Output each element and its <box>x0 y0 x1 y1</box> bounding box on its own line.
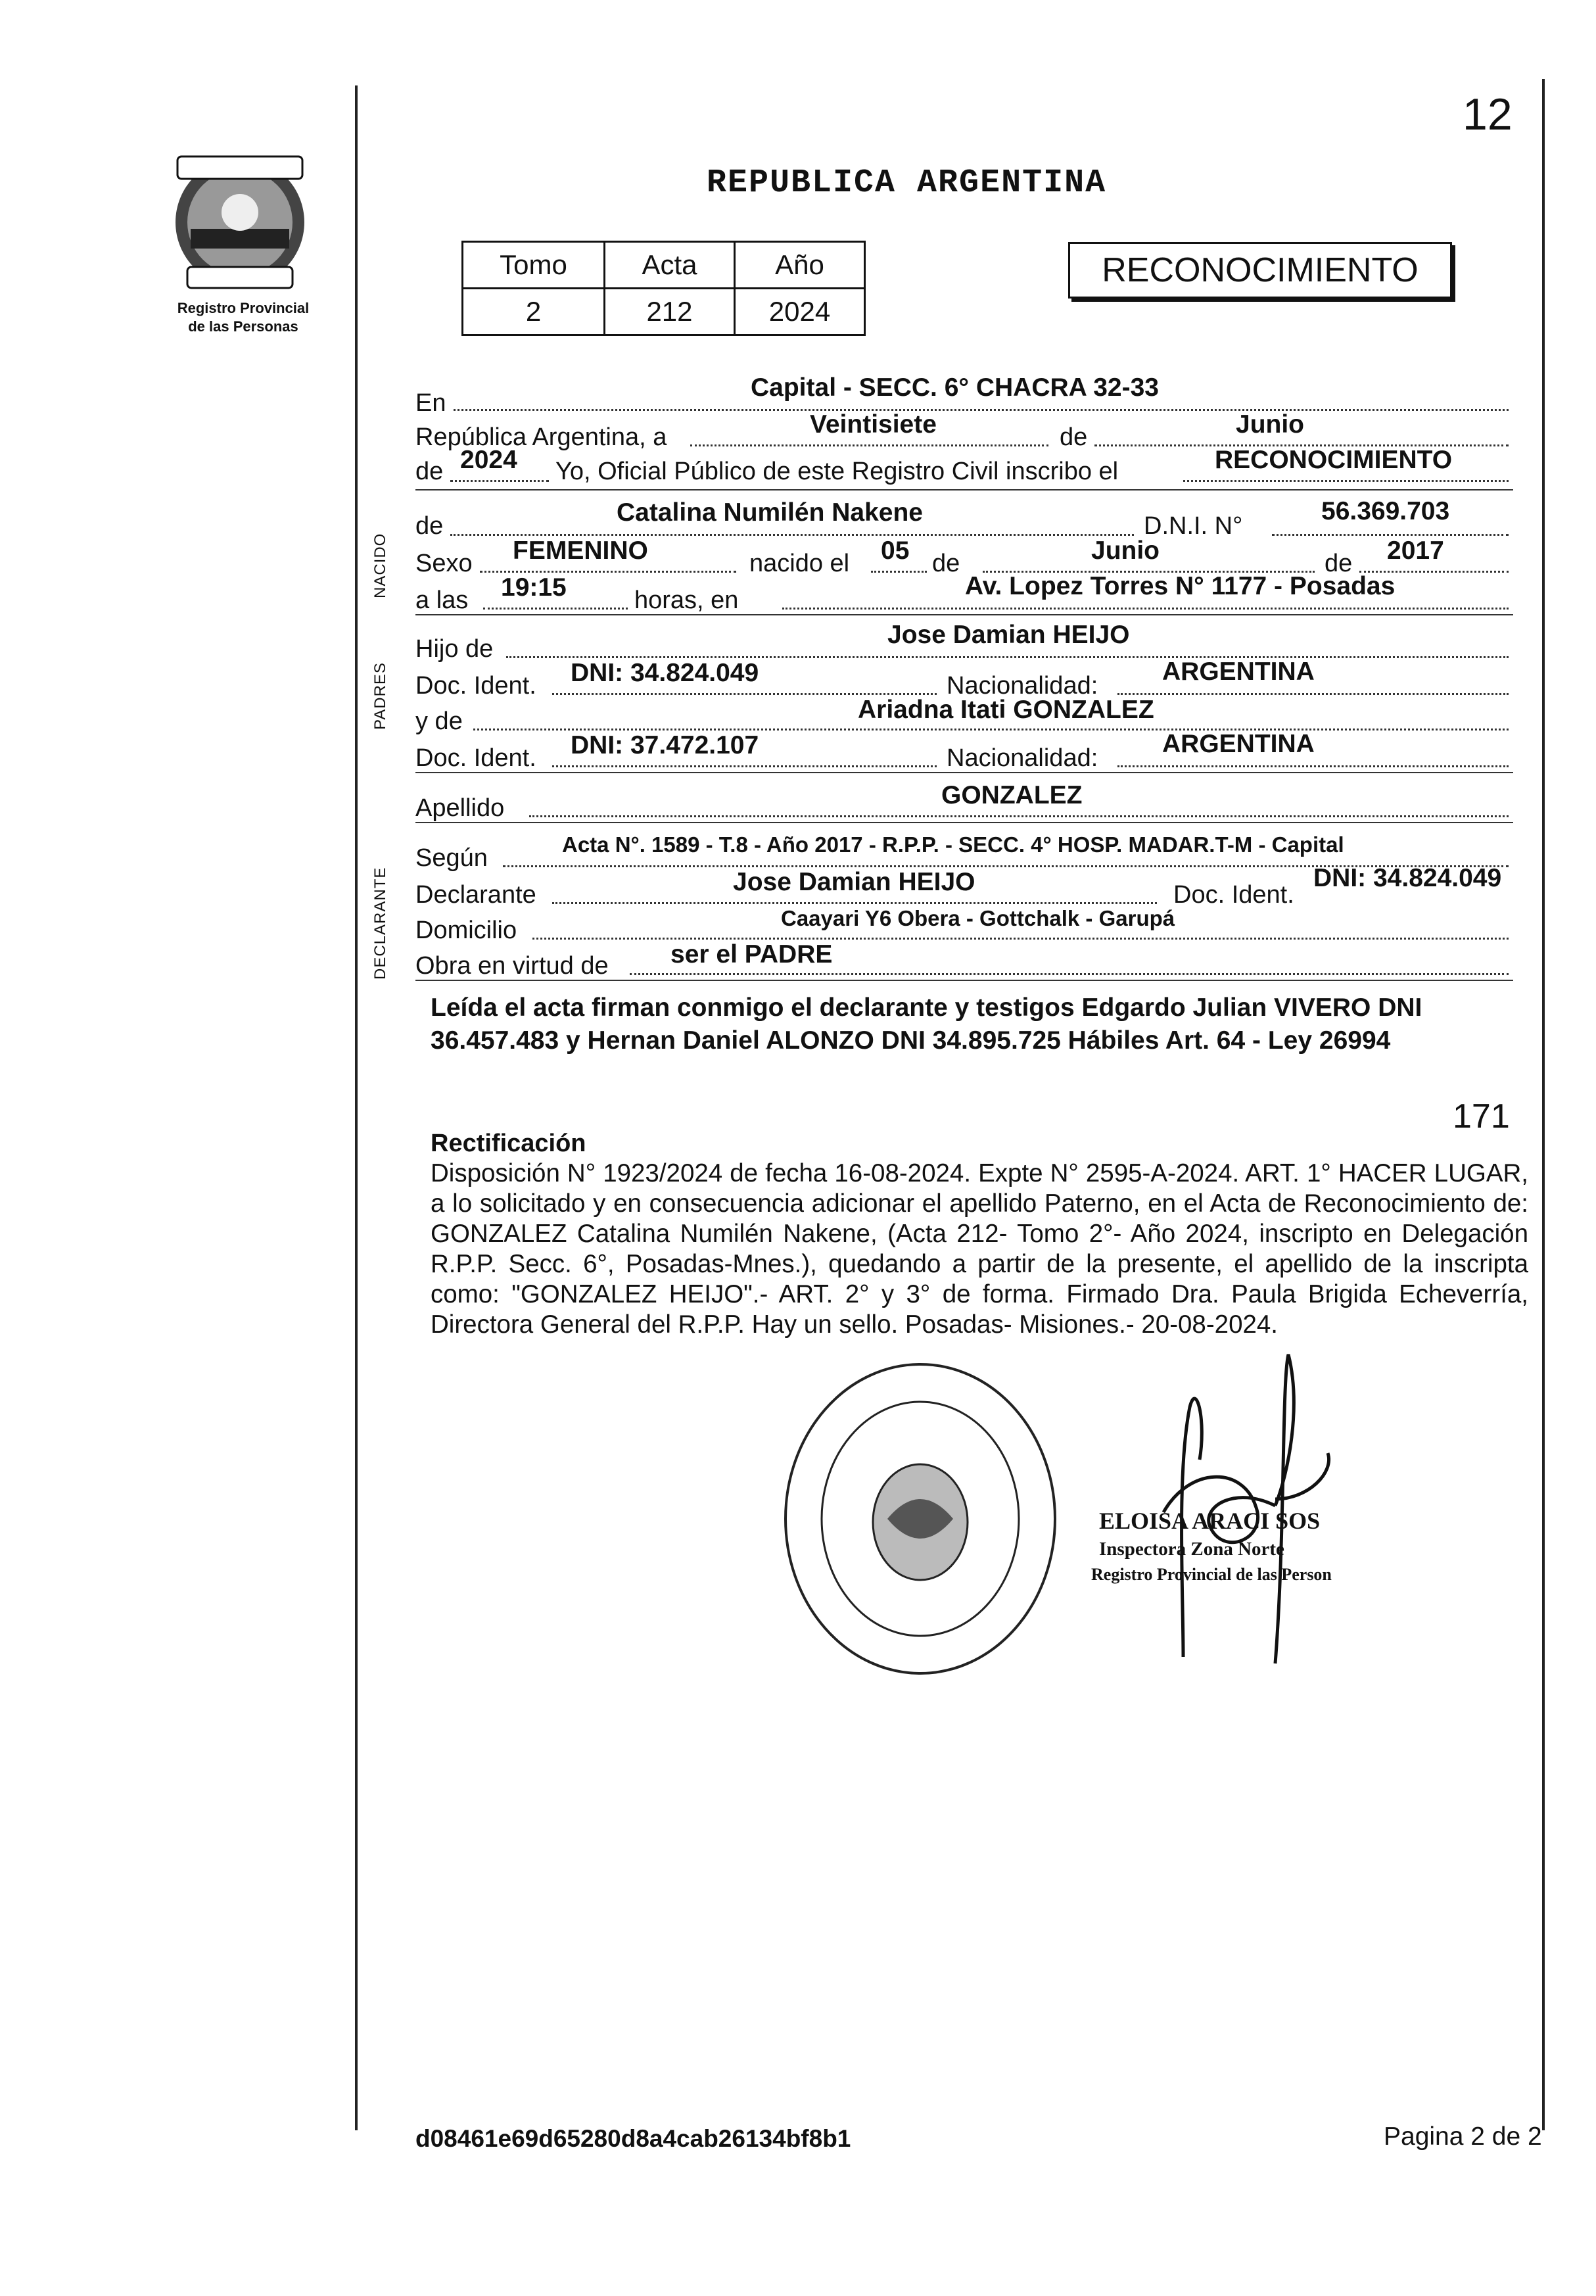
dots <box>552 693 937 695</box>
dots <box>1117 693 1509 695</box>
value-domicilio: Caayari Y6 Obera - Gottchalk - Garupá <box>781 906 1175 930</box>
rectification-body: Disposición N° 1923/2024 de fecha 16-08-2024. Expte N° 2595-A-2024. ART. 1° HACER LUGAR, a lo solicitado y en consecuencia adicionar el apellido Paterno, en el Acta de Reconocimiento de: GONZALEZ Catalina Numilén Nakene, (Acta 212- Tomo 2°- Año 2024, inscripto en Delegación R.P.P. Secc. 6°, Posadas-Mnes.), quedando a partir de la presente, el apellido de la inscripta como: "GONZALEZ HEIJO".- ART. 2° y 3° de forma. Firmado Dra. Paula Brigida Echeverría, Directora General del R.P.P. Hay un sello. Posadas- Misiones.- 20-08-2024. <box>431 1159 1528 1339</box>
label-declarante: Declarante <box>415 881 536 909</box>
label-nac2: Nacionalidad: <box>947 744 1098 772</box>
value-hour: 19:15 <box>501 573 567 602</box>
stamp-line2: Inspectora Zona Norte <box>1099 1539 1284 1560</box>
registry-line1: Registro Provincial <box>177 300 310 316</box>
dots <box>690 444 1048 446</box>
label-doc1: Doc. Ident. <box>415 672 536 700</box>
stamp-line1: ELOISA ARACI SOS <box>1099 1508 1321 1534</box>
label-inscribo: Yo, Oficial Público de este Registro Civil inscribo el <box>555 458 1119 485</box>
value-mother: Ariadna Itati GONZALEZ <box>858 696 1154 724</box>
official-seal <box>776 1354 1065 1683</box>
separator-line <box>415 614 1513 615</box>
value-birth-day: 05 <box>881 537 910 565</box>
dots <box>450 534 1134 536</box>
label-obra: Obra en virtud de <box>415 952 609 980</box>
label-de5: de <box>1325 550 1353 577</box>
dots <box>1272 534 1509 536</box>
act-type-box: RECONOCIMIENTO <box>1068 242 1452 299</box>
dots <box>532 938 1509 940</box>
label-doc2: Doc. Ident. <box>415 744 536 772</box>
value-en: Capital - SECC. 6° CHACRA 32-33 <box>751 373 1159 402</box>
dots <box>529 815 1509 817</box>
country-title: REPUBLICA ARGENTINA <box>707 164 1107 202</box>
label-sexo: Sexo <box>415 550 473 577</box>
side-label-padres: PADRES <box>371 662 389 730</box>
rectification-heading: Rectificación <box>431 1130 586 1157</box>
value-apellido: GONZALEZ <box>941 781 1083 809</box>
table-value-tomo: 2 <box>463 289 605 335</box>
witness-text: Leída el acta firman conmigo el declarante y testigos Edgardo Julian VIVERO DNI 36.457.483 y Hernan Daniel ALONZO DNI 34.895.725 Hábiles Art. 64 - Ley 26994 <box>431 993 1422 1055</box>
label-republica: República Argentina, a <box>415 423 667 451</box>
handwritten-signature <box>1091 1341 1367 1670</box>
value-obra: ser el PADRE <box>670 940 833 969</box>
side-label-nacido: NACIDO <box>371 533 389 598</box>
value-mother-nac: ARGENTINA <box>1162 730 1315 758</box>
dots <box>480 571 736 573</box>
value-segun: Acta N°. 1589 - T.8 - Año 2017 - R.P.P. - SECC. 4° HOSP. MADAR.T-M - Capital <box>562 832 1344 857</box>
label-alas: a las <box>415 586 469 614</box>
label-hijo: Hijo de <box>415 635 494 663</box>
value-declarante-doc: DNI: 34.824.049 <box>1313 864 1502 892</box>
province-logo <box>164 150 316 295</box>
value-sexo: FEMENINO <box>513 537 648 565</box>
label-de: de <box>1060 423 1088 451</box>
value-father: Jose Damian HEIJO <box>887 621 1130 649</box>
right-margin-line <box>1542 79 1545 2130</box>
label-de2: de <box>415 458 444 485</box>
value-day: Veintisiete <box>810 410 937 439</box>
value-mother-doc: DNI: 37.472.107 <box>571 731 759 759</box>
record-table <box>461 241 866 336</box>
value-year: 2024 <box>460 446 517 474</box>
dots <box>552 902 1157 904</box>
value-place: Av. Lopez Torres N° 1177 - Posadas <box>965 572 1396 600</box>
dots <box>506 656 1509 658</box>
dots <box>454 409 1509 411</box>
label-nacido: nacido el <box>749 550 850 577</box>
label-nac1: Nacionalidad: <box>947 672 1098 700</box>
value-dni: 56.369.703 <box>1321 497 1450 525</box>
label-de3: de <box>415 512 444 540</box>
table-header-ano: Año <box>735 242 865 289</box>
page-number: 12 <box>1463 89 1513 139</box>
label-doc3: Doc. Ident. <box>1173 881 1294 909</box>
separator-line <box>415 489 1513 490</box>
value-declarante: Jose Damian HEIJO <box>733 868 975 896</box>
table-value-ano: 2024 <box>735 289 865 335</box>
separator-line <box>415 980 1513 981</box>
label-en: En <box>415 389 446 417</box>
label-yde: y de <box>415 707 463 735</box>
dots <box>450 480 549 482</box>
side-label-declarante: DECLARANTE <box>371 867 389 980</box>
value-name: Catalina Numilén Nakene <box>617 498 923 527</box>
dots <box>1183 480 1509 482</box>
separator-line <box>415 822 1513 823</box>
label-segun: Según <box>415 844 488 872</box>
value-birth-month: Junio <box>1091 537 1160 565</box>
separator-line <box>415 772 1513 773</box>
dots <box>483 608 628 610</box>
value-birth-year: 2017 <box>1387 537 1444 565</box>
label-apellido: Apellido <box>415 794 505 822</box>
label-de4: de <box>932 550 960 577</box>
folio-number: 171 <box>1453 1097 1510 1136</box>
value-father-nac: ARGENTINA <box>1162 658 1315 686</box>
dots <box>871 571 927 573</box>
label-horas: horas, en <box>634 586 739 614</box>
label-dni: D.N.I. N° <box>1144 512 1243 540</box>
value-act: RECONOCIMIENTO <box>1215 446 1453 474</box>
page-indicator: Pagina 2 de 2 <box>1384 2122 1542 2151</box>
table-value-acta: 212 <box>605 289 735 335</box>
dots <box>1117 765 1509 767</box>
dots <box>630 973 1509 975</box>
value-father-doc: DNI: 34.824.049 <box>571 659 759 687</box>
dots <box>782 608 1509 610</box>
value-month: Junio <box>1236 410 1304 439</box>
table-header-tomo: Tomo <box>463 242 605 289</box>
label-domicilio: Domicilio <box>415 917 517 944</box>
left-margin-line <box>355 85 358 2130</box>
dots <box>473 729 1509 730</box>
document-hash: d08461e69d65280d8a4cab26134bf8b1 <box>415 2125 851 2152</box>
dots <box>552 765 937 767</box>
stamp-line3: Registro Provincial de las Person <box>1091 1565 1332 1584</box>
registry-line2: de las Personas <box>188 318 298 335</box>
table-header-acta: Acta <box>605 242 735 289</box>
